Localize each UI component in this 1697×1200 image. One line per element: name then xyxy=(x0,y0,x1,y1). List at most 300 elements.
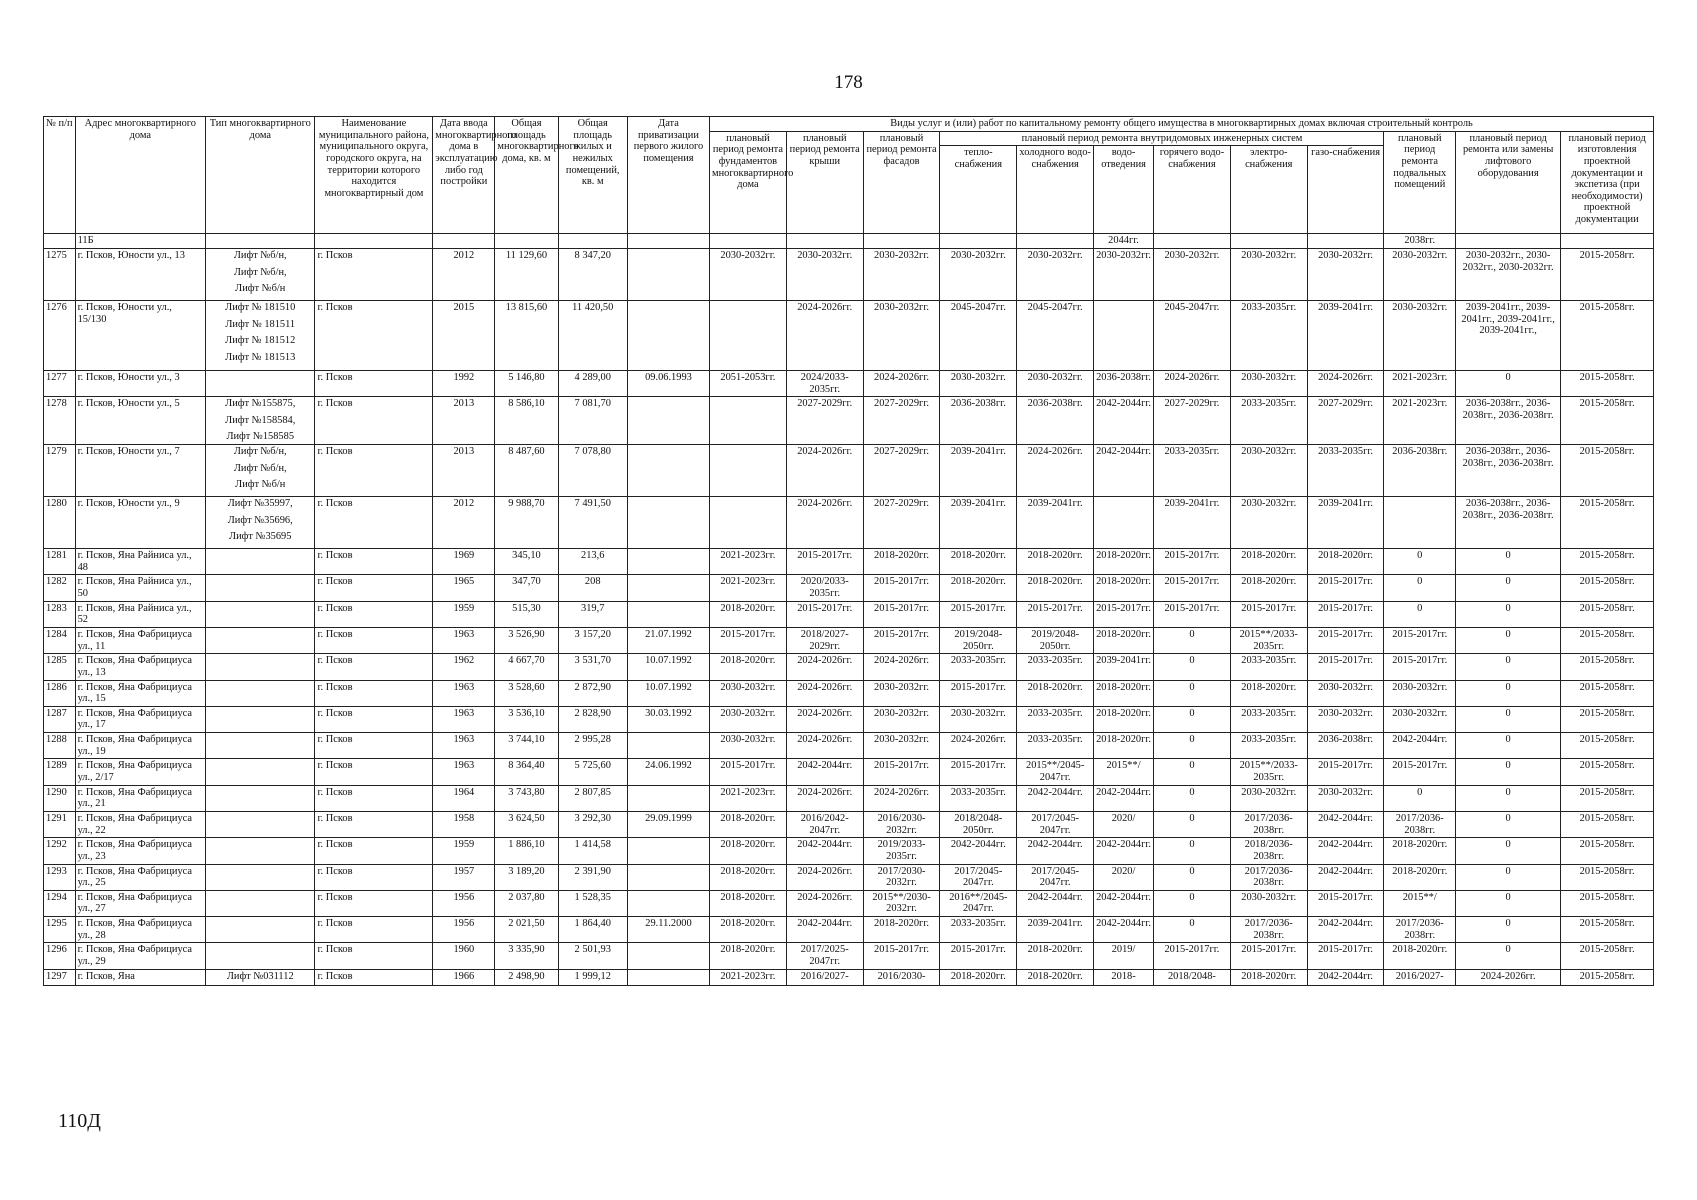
elevator-cell: 2024-2026гг. xyxy=(1456,969,1561,985)
header-cold-water: холодного водо-снабжения xyxy=(1017,146,1094,234)
document-code: 110Д xyxy=(58,1110,101,1132)
hot-water-cell: 0 xyxy=(1154,759,1231,785)
foundation-cell: 2015-2017гг. xyxy=(710,627,787,653)
year-cell: 1957 xyxy=(433,864,495,890)
lift-type-cell xyxy=(206,785,315,811)
foundation-cell: 2018-2020гг. xyxy=(710,864,787,890)
row-number: 1276 xyxy=(44,300,76,370)
living-area-cell: 2 872,90 xyxy=(558,680,627,706)
living-area-cell: 3 292,30 xyxy=(558,811,627,837)
district-cell: г. Псков xyxy=(315,706,433,732)
foundation-cell xyxy=(710,397,787,445)
electric-cell xyxy=(1230,234,1307,249)
year-cell: 1992 xyxy=(433,370,495,396)
district-cell: г. Псков xyxy=(315,497,433,549)
row-number: 1284 xyxy=(44,627,76,653)
electric-cell: 2030-2032гг. xyxy=(1230,248,1307,300)
living-area-cell: 8 347,20 xyxy=(558,248,627,300)
address-cell: г. Псков, Юности ул., 3 xyxy=(75,370,205,396)
lift-type-cell xyxy=(206,370,315,396)
lift-entry: Лифт №031112 xyxy=(226,970,294,982)
table-row xyxy=(44,943,1654,969)
header-total-area: Общая площадь многоквартирного дома, кв. м xyxy=(495,117,558,234)
header-basement: плановый период ремонта подвальных помещений xyxy=(1384,131,1456,234)
year-cell: 1963 xyxy=(433,706,495,732)
design-docs-cell: 2015-2058гг. xyxy=(1561,838,1654,864)
lift-entry: Лифт № 181512 xyxy=(225,335,296,347)
address-cell: г. Псков, Яна Райниса ул., 48 xyxy=(75,549,205,575)
facade-cell: 2018-2020гг. xyxy=(863,549,940,575)
cold-water-cell: 2036-2038гг. xyxy=(1017,397,1094,445)
hot-water-cell: 0 xyxy=(1154,627,1231,653)
sewer-cell: 2042-2044гг. xyxy=(1094,785,1154,811)
elevator-cell: 2039-2041гг., 2039-2041гг., 2039-2041гг., 2039-2041гг., xyxy=(1456,300,1561,370)
total-area-cell: 1 886,10 xyxy=(495,838,558,864)
facade-cell: 2015**/2030-2032гг. xyxy=(863,890,940,916)
elevator-cell: 0 xyxy=(1456,370,1561,396)
cold-water-cell: 2039-2041гг. xyxy=(1017,917,1094,943)
living-area-cell: 213,6 xyxy=(558,549,627,575)
electric-cell: 2030-2032гг. xyxy=(1230,785,1307,811)
table-row xyxy=(44,248,1654,300)
hot-water-cell: 2045-2047гг. xyxy=(1154,300,1231,370)
electric-cell: 2033-2035гг. xyxy=(1230,654,1307,680)
row-number: 1282 xyxy=(44,575,76,601)
privatization-cell xyxy=(627,864,709,890)
total-area-cell: 3 526,90 xyxy=(495,627,558,653)
cold-water-cell: 2015**/2045-2047гг. xyxy=(1017,759,1094,785)
total-area-cell: 9 988,70 xyxy=(495,497,558,549)
design-docs-cell: 2015-2058гг. xyxy=(1561,549,1654,575)
table-row xyxy=(44,601,1654,627)
row-number: 1277 xyxy=(44,370,76,396)
basement-cell: 2030-2032гг. xyxy=(1384,300,1456,370)
table-row xyxy=(44,370,1654,396)
design-docs-cell: 2015-2058гг. xyxy=(1561,248,1654,300)
roof-cell: 2024-2026гг. xyxy=(786,654,863,680)
basement-cell: 2017/2036-2038гг. xyxy=(1384,917,1456,943)
table-row xyxy=(44,838,1654,864)
lift-entry: Лифт №158584, xyxy=(225,414,296,426)
district-cell: г. Псков xyxy=(315,811,433,837)
roof-cell: 2024-2026гг. xyxy=(786,706,863,732)
sewer-cell: 2018- xyxy=(1094,969,1154,985)
year-cell: 1963 xyxy=(433,627,495,653)
gas-cell: 2039-2041гг. xyxy=(1307,300,1384,370)
hot-water-cell: 2030-2032гг. xyxy=(1154,248,1231,300)
total-area-cell: 347,70 xyxy=(495,575,558,601)
electric-cell: 2030-2032гг. xyxy=(1230,370,1307,396)
cold-water-cell: 2019/2048-2050гг. xyxy=(1017,627,1094,653)
lift-type-cell xyxy=(206,497,315,549)
foundation-cell: 2030-2032гг. xyxy=(710,733,787,759)
heat-cell: 2042-2044гг. xyxy=(940,838,1017,864)
electric-cell: 2033-2035гг. xyxy=(1230,706,1307,732)
roof-cell: 2020/2033-2035гг. xyxy=(786,575,863,601)
heat-cell: 2017/2045-2047гг. xyxy=(940,864,1017,890)
sewer-cell: 2039-2041гг. xyxy=(1094,654,1154,680)
gas-cell: 2042-2044гг. xyxy=(1307,864,1384,890)
elevator-cell: 0 xyxy=(1456,890,1561,916)
living-area-cell xyxy=(558,234,627,249)
table-row xyxy=(44,969,1654,985)
table-body xyxy=(44,234,1654,985)
year-cell: 1963 xyxy=(433,759,495,785)
living-area-cell: 1 864,40 xyxy=(558,917,627,943)
roof-cell: 2015-2017гг. xyxy=(786,549,863,575)
lift-type-cell xyxy=(206,890,315,916)
elevator-cell: 2036-2038гг., 2036-2038гг., 2036-2038гг. xyxy=(1456,497,1561,549)
sewer-cell: 2030-2032гг. xyxy=(1094,248,1154,300)
lift-type-cell xyxy=(206,654,315,680)
roof-cell: 2024-2026гг. xyxy=(786,445,863,497)
lift-type-cell xyxy=(206,397,315,445)
facade-cell: 2024-2026гг. xyxy=(863,654,940,680)
sewer-cell: 2020/ xyxy=(1094,811,1154,837)
total-area-cell: 3 624,50 xyxy=(495,811,558,837)
district-cell: г. Псков xyxy=(315,969,433,985)
row-number: 1292 xyxy=(44,838,76,864)
hot-water-cell: 2015-2017гг. xyxy=(1154,549,1231,575)
heat-cell: 2033-2035гг. xyxy=(940,654,1017,680)
basement-cell: 0 xyxy=(1384,575,1456,601)
district-cell: г. Псков xyxy=(315,601,433,627)
cold-water-cell: 2017/2045-2047гг. xyxy=(1017,811,1094,837)
lift-type-cell xyxy=(206,811,315,837)
foundation-cell: 2015-2017гг. xyxy=(710,759,787,785)
privatization-cell xyxy=(627,890,709,916)
sewer-cell: 2042-2044гг. xyxy=(1094,397,1154,445)
address-cell: г. Псков, Яна Райниса ул., 52 xyxy=(75,601,205,627)
gas-cell: 2042-2044гг. xyxy=(1307,811,1384,837)
living-area-cell: 7 081,70 xyxy=(558,397,627,445)
year-cell: 1969 xyxy=(433,549,495,575)
gas-cell: 2015-2017гг. xyxy=(1307,759,1384,785)
privatization-cell: 30.03.1992 xyxy=(627,706,709,732)
foundation-cell: 2018-2020гг. xyxy=(710,943,787,969)
elevator-cell: 0 xyxy=(1456,627,1561,653)
table-row xyxy=(44,234,1654,249)
elevator-cell: 0 xyxy=(1456,917,1561,943)
elevator-cell: 0 xyxy=(1456,706,1561,732)
foundation-cell: 2030-2032гг. xyxy=(710,706,787,732)
living-area-cell: 5 725,60 xyxy=(558,759,627,785)
row-number: 1286 xyxy=(44,680,76,706)
basement-cell: 0 xyxy=(1384,601,1456,627)
elevator-cell: 0 xyxy=(1456,733,1561,759)
foundation-cell: 2018-2020гг. xyxy=(710,838,787,864)
total-area-cell: 2 498,90 xyxy=(495,969,558,985)
lift-type-cell xyxy=(206,627,315,653)
year-cell: 1959 xyxy=(433,838,495,864)
facade-cell: 2015-2017гг. xyxy=(863,943,940,969)
hot-water-cell: 2015-2017гг. xyxy=(1154,601,1231,627)
privatization-cell xyxy=(627,248,709,300)
heat-cell: 2039-2041гг. xyxy=(940,445,1017,497)
district-cell: г. Псков xyxy=(315,733,433,759)
facade-cell: 2030-2032гг. xyxy=(863,706,940,732)
foundation-cell: 2021-2023гг. xyxy=(710,575,787,601)
facade-cell: 2030-2032гг. xyxy=(863,248,940,300)
lift-type-cell xyxy=(206,943,315,969)
header-type: Тип многоквартирного дома xyxy=(206,117,315,234)
elevator-cell xyxy=(1456,234,1561,249)
foundation-cell: 2030-2032гг. xyxy=(710,248,787,300)
design-docs-cell: 2015-2058гг. xyxy=(1561,917,1654,943)
privatization-cell xyxy=(627,445,709,497)
header-privatization: Дата приватизации первого жилого помещения xyxy=(627,117,709,234)
page-number: 178 xyxy=(834,72,863,93)
sewer-cell xyxy=(1094,497,1154,549)
sewer-cell: 2018-2020гг. xyxy=(1094,627,1154,653)
district-cell: г. Псков xyxy=(315,917,433,943)
living-area-cell: 7 491,50 xyxy=(558,497,627,549)
table-row xyxy=(44,890,1654,916)
facade-cell: 2015-2017гг. xyxy=(863,627,940,653)
elevator-cell: 0 xyxy=(1456,654,1561,680)
roof-cell: 2024-2026гг. xyxy=(786,497,863,549)
year-cell: 2012 xyxy=(433,248,495,300)
row-number: 1285 xyxy=(44,654,76,680)
heat-cell: 2015-2017гг. xyxy=(940,680,1017,706)
roof-cell: 2018/2027-2029гг. xyxy=(786,627,863,653)
total-area-cell: 3 528,60 xyxy=(495,680,558,706)
heat-cell: 2015-2017гг. xyxy=(940,943,1017,969)
lift-entry: Лифт № 181510 xyxy=(225,301,296,313)
heat-cell: 2030-2032гг. xyxy=(940,370,1017,396)
facade-cell: 2017/2030-2032гг. xyxy=(863,864,940,890)
design-docs-cell: 2015-2058гг. xyxy=(1561,601,1654,627)
basement-cell: 2015-2017гг. xyxy=(1384,654,1456,680)
hot-water-cell: 0 xyxy=(1154,811,1231,837)
header-heat: тепло-снабжения xyxy=(940,146,1017,234)
total-area-cell: 13 815,60 xyxy=(495,300,558,370)
table-row xyxy=(44,785,1654,811)
electric-cell: 2015**/2033-2035гг. xyxy=(1230,759,1307,785)
electric-cell: 2033-2035гг. xyxy=(1230,397,1307,445)
year-cell: 1963 xyxy=(433,680,495,706)
lift-type-cell xyxy=(206,248,315,300)
sewer-cell xyxy=(1094,300,1154,370)
sewer-cell: 2044гг. xyxy=(1094,234,1154,249)
design-docs-cell: 2015-2058гг. xyxy=(1561,759,1654,785)
table-row xyxy=(44,397,1654,445)
electric-cell: 2018-2020гг. xyxy=(1230,969,1307,985)
year-cell: 2013 xyxy=(433,445,495,497)
living-area-cell: 4 289,00 xyxy=(558,370,627,396)
cold-water-cell: 2042-2044гг. xyxy=(1017,785,1094,811)
electric-cell: 2030-2032гг. xyxy=(1230,890,1307,916)
address-cell: г. Псков, Юности ул., 7 xyxy=(75,445,205,497)
district-cell: г. Псков xyxy=(315,248,433,300)
row-number xyxy=(44,234,76,249)
row-number: 1283 xyxy=(44,601,76,627)
district-cell: г. Псков xyxy=(315,445,433,497)
cold-water-cell: 2018-2020гг. xyxy=(1017,943,1094,969)
living-area-cell: 1 528,35 xyxy=(558,890,627,916)
district-cell: г. Псков xyxy=(315,759,433,785)
lift-type-cell xyxy=(206,917,315,943)
foundation-cell xyxy=(710,300,787,370)
facade-cell: 2016/2030- xyxy=(863,969,940,985)
address-cell: г. Псков, Яна Фабрициуса ул., 11 xyxy=(75,627,205,653)
living-area-cell: 7 078,80 xyxy=(558,445,627,497)
heat-cell: 2018-2020гг. xyxy=(940,549,1017,575)
lift-entry: Лифт №б/н, xyxy=(233,249,287,261)
elevator-cell: 0 xyxy=(1456,785,1561,811)
header-gas: газо-снабжения xyxy=(1307,146,1384,234)
sewer-cell: 2015-2017гг. xyxy=(1094,601,1154,627)
basement-cell: 2015-2017гг. xyxy=(1384,627,1456,653)
row-number: 1279 xyxy=(44,445,76,497)
hot-water-cell: 2033-2035гг. xyxy=(1154,445,1231,497)
basement-cell: 2015-2017гг. xyxy=(1384,759,1456,785)
cold-water-cell: 2033-2035гг. xyxy=(1017,654,1094,680)
header-roof: плановый период ремонта крыши xyxy=(786,131,863,234)
foundation-cell: 2018-2020гг. xyxy=(710,890,787,916)
address-cell: г. Псков, Яна Фабрициуса ул., 29 xyxy=(75,943,205,969)
facade-cell: 2015-2017гг. xyxy=(863,575,940,601)
district-cell: г. Псков xyxy=(315,370,433,396)
roof-cell xyxy=(786,234,863,249)
living-area-cell: 2 501,93 xyxy=(558,943,627,969)
year-cell xyxy=(433,234,495,249)
hot-water-cell: 2039-2041гг. xyxy=(1154,497,1231,549)
lift-entry: Лифт №б/н xyxy=(235,283,286,295)
year-cell: 1964 xyxy=(433,785,495,811)
sewer-cell: 2042-2044гг. xyxy=(1094,890,1154,916)
foundation-cell: 2018-2020гг. xyxy=(710,601,787,627)
row-number: 1288 xyxy=(44,733,76,759)
hot-water-cell: 2027-2029гг. xyxy=(1154,397,1231,445)
district-cell: г. Псков xyxy=(315,680,433,706)
heat-cell: 2015-2017гг. xyxy=(940,601,1017,627)
row-number: 1287 xyxy=(44,706,76,732)
lift-type-cell xyxy=(206,575,315,601)
facade-cell: 2015-2017гг. xyxy=(863,759,940,785)
electric-cell: 2015-2017гг. xyxy=(1230,601,1307,627)
electric-cell: 2018-2020гг. xyxy=(1230,680,1307,706)
row-number: 1278 xyxy=(44,397,76,445)
hot-water-cell: 0 xyxy=(1154,680,1231,706)
table-row xyxy=(44,917,1654,943)
basement-cell: 2018-2020гг. xyxy=(1384,943,1456,969)
gas-cell: 2033-2035гг. xyxy=(1307,445,1384,497)
facade-cell: 2030-2032гг. xyxy=(863,680,940,706)
foundation-cell: 2018-2020гг. xyxy=(710,811,787,837)
year-cell: 1960 xyxy=(433,943,495,969)
facade-cell: 2027-2029гг. xyxy=(863,497,940,549)
row-number: 1296 xyxy=(44,943,76,969)
privatization-cell: 29.09.1999 xyxy=(627,811,709,837)
total-area-cell: 5 146,80 xyxy=(495,370,558,396)
electric-cell: 2033-2035гг. xyxy=(1230,300,1307,370)
table-row xyxy=(44,300,1654,370)
lift-type-cell xyxy=(206,549,315,575)
elevator-cell: 0 xyxy=(1456,680,1561,706)
lift-type-cell xyxy=(206,733,315,759)
address-cell: г. Псков, Юности ул., 13 xyxy=(75,248,205,300)
total-area-cell: 515,30 xyxy=(495,601,558,627)
electric-cell: 2015-2017гг. xyxy=(1230,943,1307,969)
design-docs-cell: 2015-2058гг. xyxy=(1561,497,1654,549)
elevator-cell: 0 xyxy=(1456,549,1561,575)
year-cell: 1963 xyxy=(433,733,495,759)
design-docs-cell: 2015-2058гг. xyxy=(1561,654,1654,680)
foundation-cell: 2018-2020гг. xyxy=(710,917,787,943)
total-area-cell: 2 037,80 xyxy=(495,890,558,916)
living-area-cell: 208 xyxy=(558,575,627,601)
total-area-cell: 345,10 xyxy=(495,549,558,575)
basement-cell: 2021-2023гг. xyxy=(1384,397,1456,445)
lift-entry: Лифт №35695 xyxy=(229,531,292,543)
sewer-cell: 2042-2044гг. xyxy=(1094,445,1154,497)
facade-cell: 2027-2029гг. xyxy=(863,445,940,497)
cold-water-cell: 2017/2045-2047гг. xyxy=(1017,864,1094,890)
gas-cell: 2015-2017гг. xyxy=(1307,627,1384,653)
roof-cell: 2042-2044гг. xyxy=(786,838,863,864)
header-electric: электро-снабжения xyxy=(1230,146,1307,234)
header-hot-water: горячего водо-снабжения xyxy=(1154,146,1231,234)
cold-water-cell: 2015-2017гг. xyxy=(1017,601,1094,627)
lift-entry: Лифт №35997, xyxy=(227,498,293,510)
privatization-cell: 24.06.1992 xyxy=(627,759,709,785)
living-area-cell: 11 420,50 xyxy=(558,300,627,370)
privatization-cell xyxy=(627,785,709,811)
cold-water-cell: 2030-2032гг. xyxy=(1017,248,1094,300)
header-elevator: плановый период ремонта или замены лифтового оборудования xyxy=(1456,131,1561,234)
basement-cell: 2015**/ xyxy=(1384,890,1456,916)
address-cell: г. Псков, Яна Райниса ул., 50 xyxy=(75,575,205,601)
total-area-cell: 3 189,20 xyxy=(495,864,558,890)
gas-cell: 2027-2029гг. xyxy=(1307,397,1384,445)
cold-water-cell: 2045-2047гг. xyxy=(1017,300,1094,370)
roof-cell: 2024-2026гг. xyxy=(786,680,863,706)
electric-cell: 2015**/2033-2035гг. xyxy=(1230,627,1307,653)
roof-cell: 2030-2032гг. xyxy=(786,248,863,300)
lift-type-cell xyxy=(206,838,315,864)
basement-cell: 2042-2044гг. xyxy=(1384,733,1456,759)
header-facade: плановый период ремонта фасадов xyxy=(863,131,940,234)
address-cell: г. Псков, Юности ул., 5 xyxy=(75,397,205,445)
total-area-cell: 4 667,70 xyxy=(495,654,558,680)
gas-cell: 2042-2044гг. xyxy=(1307,969,1384,985)
cold-water-cell: 2039-2041гг. xyxy=(1017,497,1094,549)
cold-water-cell: 2018-2020гг. xyxy=(1017,575,1094,601)
address-cell: г. Псков, Яна Фабрициуса ул., 13 xyxy=(75,654,205,680)
address-cell: г. Псков, Яна Фабрициуса ул., 2/17 xyxy=(75,759,205,785)
privatization-cell: 10.07.1992 xyxy=(627,654,709,680)
basement-cell: 0 xyxy=(1384,785,1456,811)
basement-cell: 2018-2020гг. xyxy=(1384,864,1456,890)
address-cell: г. Псков, Яна Фабрициуса ул., 27 xyxy=(75,890,205,916)
lift-type-cell xyxy=(206,601,315,627)
hot-water-cell: 0 xyxy=(1154,890,1231,916)
header-works-group: Виды услуг и (или) работ по капитальному ремонту общего имущества в многоквартирных домах включая строительный контроль xyxy=(710,117,1654,132)
elevator-cell: 0 xyxy=(1456,601,1561,627)
total-area-cell: 3 335,90 xyxy=(495,943,558,969)
roof-cell: 2024/2033-2035гг. xyxy=(786,370,863,396)
electric-cell: 2033-2035гг. xyxy=(1230,733,1307,759)
address-cell: г. Псков, Яна Фабрициуса ул., 15 xyxy=(75,680,205,706)
elevator-cell: 2036-2038гг., 2036-2038гг., 2036-2038гг. xyxy=(1456,445,1561,497)
design-docs-cell: 2015-2058гг. xyxy=(1561,864,1654,890)
roof-cell: 2024-2026гг. xyxy=(786,733,863,759)
address-cell: г. Псков, Яна Фабрициуса ул., 28 xyxy=(75,917,205,943)
elevator-cell: 2030-2032гг., 2030-2032гг., 2030-2032гг. xyxy=(1456,248,1561,300)
electric-cell: 2018/2036-2038гг. xyxy=(1230,838,1307,864)
gas-cell: 2042-2044гг. xyxy=(1307,917,1384,943)
